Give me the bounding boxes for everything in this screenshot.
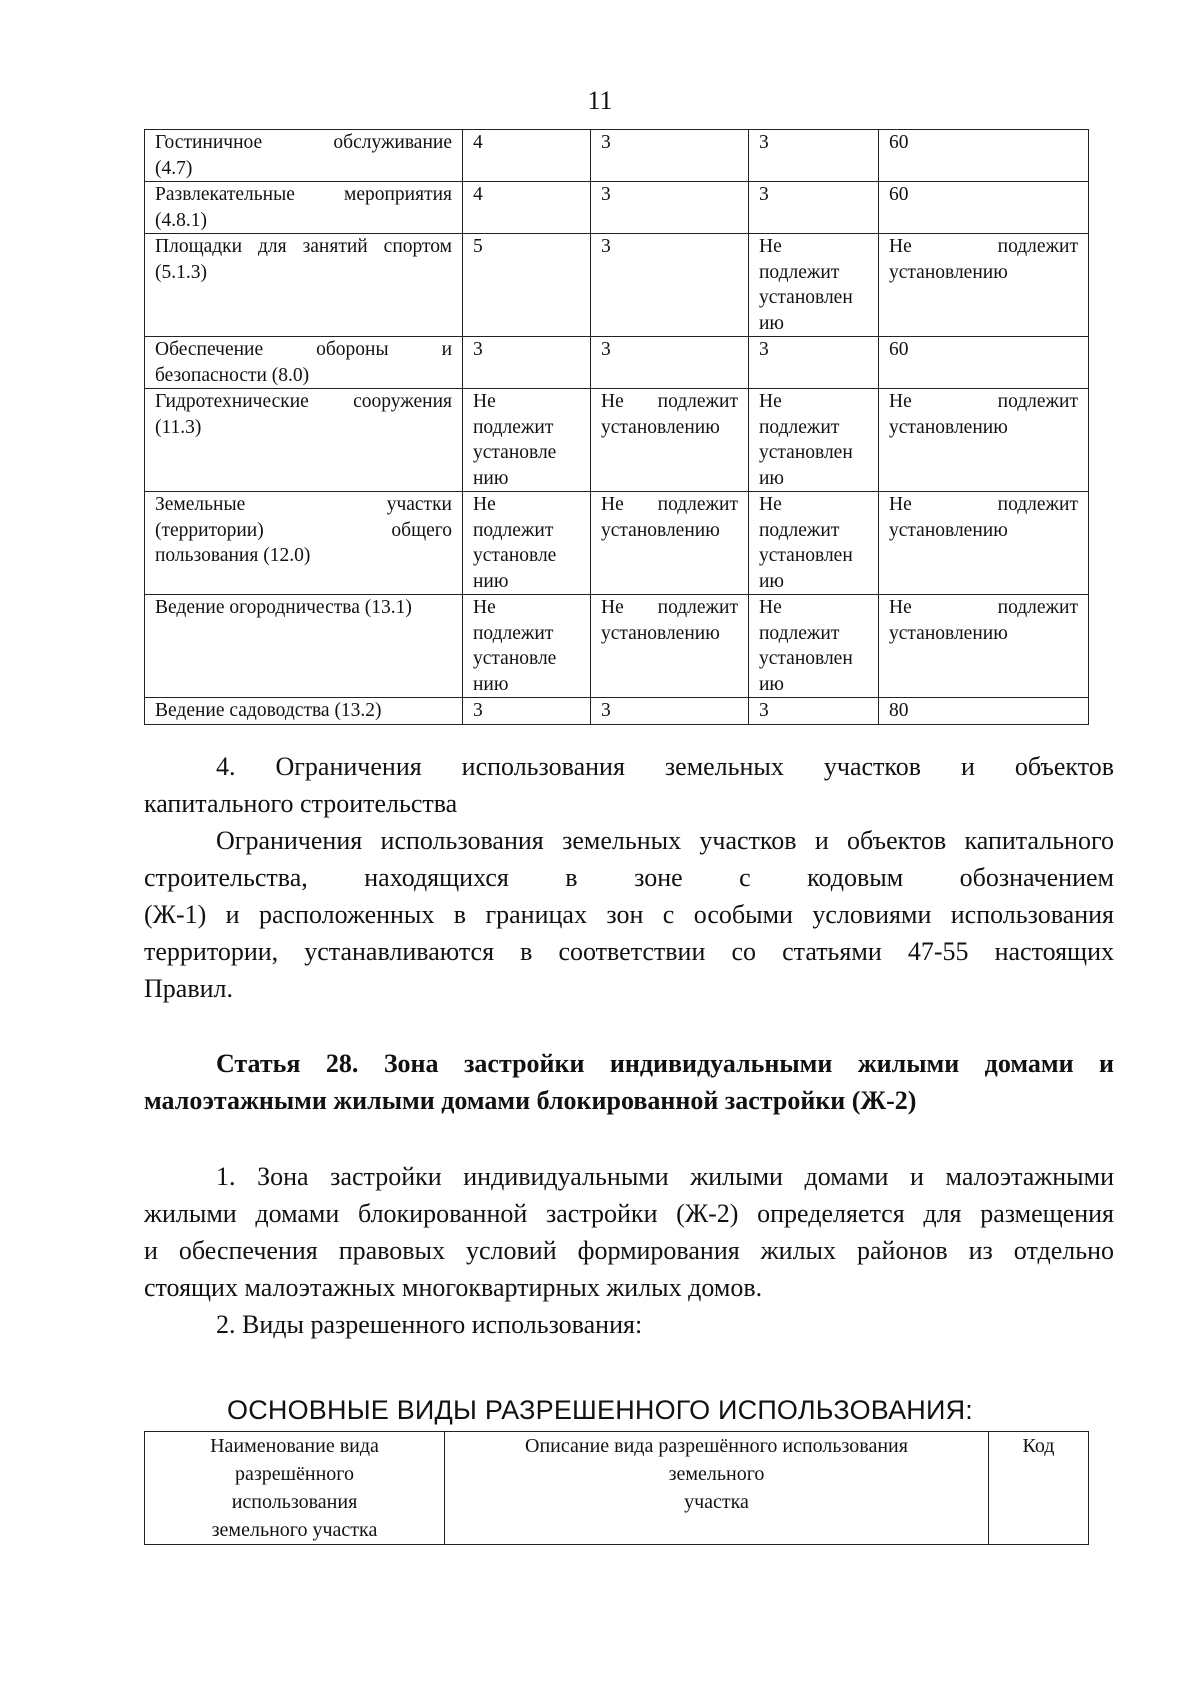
cell-line: установлению bbox=[889, 519, 1008, 541]
cell-line: установле bbox=[473, 648, 557, 669]
header-use-name bbox=[145, 1432, 445, 1545]
cell-line: (территории) общего bbox=[155, 519, 452, 541]
value-cell-2 bbox=[591, 130, 749, 182]
cell-line: подлежит bbox=[473, 519, 554, 541]
cell-line: установлению bbox=[601, 519, 720, 541]
cell-line: Не bbox=[759, 391, 782, 412]
cell-line: установлен bbox=[759, 648, 853, 669]
header-line: земельного bbox=[668, 1463, 765, 1485]
value-cell-3 bbox=[749, 337, 879, 389]
header-code bbox=[989, 1432, 1089, 1545]
table-row bbox=[145, 234, 1089, 337]
cell-line: Ведение огородничества (13.1) bbox=[155, 597, 412, 618]
cell-line: 60 bbox=[889, 132, 909, 153]
article-28-p2-line: 2. Виды разрешенного использования: bbox=[216, 1310, 643, 1339]
cell-line: 3 bbox=[601, 184, 611, 205]
cell-line: 3 bbox=[759, 132, 769, 153]
table-row bbox=[145, 337, 1089, 389]
table-row bbox=[145, 595, 1089, 698]
cell-line: 3 bbox=[601, 132, 611, 153]
cell-line: Не подлежит bbox=[601, 391, 738, 412]
cell-line: установлению bbox=[601, 622, 720, 644]
cell-line: установлен bbox=[759, 287, 853, 308]
cell-line: подлежит bbox=[473, 622, 554, 644]
cell-line: подлежит bbox=[759, 261, 840, 283]
cell-line: Не bbox=[759, 494, 782, 515]
value-cell-1 bbox=[463, 595, 591, 698]
cell-line: (4.7) bbox=[155, 157, 193, 179]
use-name-cell bbox=[145, 337, 463, 389]
value-cell-3 bbox=[749, 182, 879, 234]
value-cell-3 bbox=[749, 492, 879, 595]
article-28-p1-line: 1. Зона застройки индивидуальными жилыми домами и малоэтажными bbox=[216, 1162, 1114, 1191]
header-line: Описание вида разрешённого использования bbox=[525, 1435, 908, 1457]
value-cell-4 bbox=[879, 389, 1089, 492]
value-cell-2 bbox=[591, 492, 749, 595]
use-name-cell bbox=[145, 492, 463, 595]
cell-line: установлению bbox=[889, 261, 1008, 283]
value-cell-1 bbox=[463, 182, 591, 234]
zone-parameters-table bbox=[144, 129, 1089, 725]
cell-line: Земельные участки bbox=[155, 494, 452, 515]
cell-line: подлежит bbox=[759, 416, 840, 438]
cell-line: Не подлежит bbox=[889, 494, 1078, 515]
cell-line: 3 bbox=[473, 700, 483, 721]
value-cell-4 bbox=[879, 337, 1089, 389]
article-28-p1-line: и обеспечения правовых условий формирования жилых районов из отдельно bbox=[144, 1236, 1114, 1265]
cell-line: 60 bbox=[889, 339, 909, 360]
header-line: участка bbox=[684, 1491, 749, 1513]
value-cell-4 bbox=[879, 698, 1089, 725]
cell-line: 3 bbox=[601, 236, 611, 257]
value-cell-1 bbox=[463, 337, 591, 389]
cell-line: 80 bbox=[889, 700, 909, 721]
cell-line: подлежит bbox=[759, 519, 840, 541]
cell-line: Не bbox=[473, 597, 496, 618]
cell-line: установле bbox=[473, 442, 557, 463]
cell-line: Не подлежит bbox=[889, 597, 1078, 618]
cell-line: Не подлежит bbox=[601, 494, 738, 515]
section-4-body-line: Ограничения использования земельных участков и объектов капитального bbox=[216, 826, 1114, 855]
value-cell-2 bbox=[591, 595, 749, 698]
use-name-cell bbox=[145, 389, 463, 492]
use-name-cell bbox=[145, 698, 463, 725]
article-28-p1-line: стоящих малоэтажных многоквартирных жилых домов. bbox=[144, 1273, 763, 1302]
value-cell-4 bbox=[879, 234, 1089, 337]
cell-line: Не подлежит bbox=[601, 597, 738, 618]
cell-line: ию bbox=[759, 467, 785, 489]
use-name-cell bbox=[145, 182, 463, 234]
article-28-heading bbox=[144, 1045, 1114, 1119]
cell-line: ию bbox=[759, 570, 785, 592]
cell-line: 3 bbox=[759, 184, 769, 205]
cell-line: нию bbox=[473, 467, 509, 489]
table-header-row bbox=[145, 1432, 1089, 1545]
value-cell-3 bbox=[749, 130, 879, 182]
cell-line: установлен bbox=[759, 442, 853, 463]
cell-line: Площадки для занятий спортом bbox=[155, 236, 452, 257]
cell-line: подлежит bbox=[473, 416, 554, 438]
cell-line: ию bbox=[759, 312, 785, 334]
main-uses-table bbox=[144, 1431, 1089, 1545]
value-cell-3 bbox=[749, 698, 879, 725]
section-4-body-line: строительства, находящихся в зоне с кодовым обозначением bbox=[144, 863, 1114, 892]
cell-line: (5.1.3) bbox=[155, 261, 207, 283]
cell-line: Ведение садоводства (13.2) bbox=[155, 700, 382, 721]
section-4-body-line: территории, устанавливаются в соответствии со статьями 47-55 настоящих bbox=[144, 937, 1114, 966]
header-line: земельного участка bbox=[211, 1519, 378, 1541]
value-cell-2 bbox=[591, 182, 749, 234]
cell-line: установлению bbox=[601, 416, 720, 438]
table-row bbox=[145, 698, 1089, 725]
table-row bbox=[145, 130, 1089, 182]
table-row bbox=[145, 389, 1089, 492]
value-cell-2 bbox=[591, 337, 749, 389]
value-cell-2 bbox=[591, 698, 749, 725]
header-line: использования bbox=[231, 1491, 358, 1513]
section-4-title bbox=[144, 748, 1114, 822]
cell-line: 3 bbox=[759, 339, 769, 360]
cell-line: 4 bbox=[473, 132, 483, 153]
value-cell-2 bbox=[591, 389, 749, 492]
cell-line: установлению bbox=[889, 622, 1008, 644]
cell-line: 5 bbox=[473, 236, 483, 257]
section-4-body-line: Правил. bbox=[144, 974, 233, 1003]
value-cell-1 bbox=[463, 234, 591, 337]
value-cell-3 bbox=[749, 234, 879, 337]
cell-line: Обеспечение обороны и bbox=[155, 339, 452, 360]
use-name-cell bbox=[145, 595, 463, 698]
table-row bbox=[145, 182, 1089, 234]
cell-line: 3 bbox=[601, 339, 611, 360]
value-cell-1 bbox=[463, 492, 591, 595]
cell-line: Не bbox=[473, 494, 496, 515]
cell-line: установлен bbox=[759, 545, 853, 566]
value-cell-3 bbox=[749, 389, 879, 492]
value-cell-4 bbox=[879, 492, 1089, 595]
use-name-cell bbox=[145, 130, 463, 182]
cell-line: 3 bbox=[601, 700, 611, 721]
article-28-heading-line: Статья 28. Зона застройки индивидуальными жилыми домами и bbox=[216, 1049, 1114, 1078]
header-code-label: Код bbox=[1022, 1435, 1055, 1457]
cell-line: 3 bbox=[759, 700, 769, 721]
cell-line: (4.8.1) bbox=[155, 209, 207, 231]
cell-line: Не подлежит bbox=[889, 391, 1078, 412]
cell-line: Не bbox=[759, 597, 782, 618]
cell-line: Не bbox=[759, 236, 782, 257]
cell-line: нию bbox=[473, 673, 509, 695]
section-4-body-line: (Ж-1) и расположенных в границах зон с особыми условиями использования bbox=[144, 900, 1114, 929]
value-cell-1 bbox=[463, 389, 591, 492]
cell-line: подлежит bbox=[759, 622, 840, 644]
section-4-title-line: капитального строительства bbox=[144, 789, 458, 818]
cell-line: 3 bbox=[473, 339, 483, 360]
section-4-body bbox=[144, 822, 1114, 1007]
cell-line: 60 bbox=[889, 184, 909, 205]
cell-line: ию bbox=[759, 673, 785, 695]
article-28-heading-line: малоэтажными жилыми домами блокированной застройки (Ж-2) bbox=[144, 1086, 917, 1115]
value-cell-3 bbox=[749, 595, 879, 698]
cell-line: Не подлежит bbox=[889, 236, 1078, 257]
cell-line: Гидротехнические сооружения bbox=[155, 391, 452, 412]
value-cell-4 bbox=[879, 130, 1089, 182]
value-cell-1 bbox=[463, 130, 591, 182]
cell-line: Не bbox=[473, 391, 496, 412]
article-28-p1-line: жилыми домами блокированной застройки (Ж-2) определяется для размещения bbox=[144, 1199, 1114, 1228]
header-use-description bbox=[445, 1432, 989, 1545]
value-cell-4 bbox=[879, 595, 1089, 698]
cell-line: пользования (12.0) bbox=[155, 545, 311, 566]
cell-line: установле bbox=[473, 545, 557, 566]
value-cell-2 bbox=[591, 234, 749, 337]
page-number: 11 bbox=[587, 86, 613, 115]
cell-line: установлению bbox=[889, 416, 1008, 438]
header-line: Наименование вида bbox=[210, 1435, 379, 1457]
cell-line: 4 bbox=[473, 184, 483, 205]
value-cell-1 bbox=[463, 698, 591, 725]
cell-line: (11.3) bbox=[155, 416, 202, 438]
table-row bbox=[145, 492, 1089, 595]
cell-line: нию bbox=[473, 570, 509, 592]
section-4-title-line: 4. Ограничения использования земельных участков и объектов bbox=[216, 752, 1114, 781]
cell-line: безопасности (8.0) bbox=[155, 364, 310, 386]
header-line: разрешённого bbox=[234, 1463, 355, 1485]
main-uses-heading: ОСНОВНЫЕ ВИДЫ РАЗРЕШЕННОГО ИСПОЛЬЗОВАНИЯ: bbox=[227, 1395, 973, 1425]
cell-line: Развлекательные мероприятия bbox=[155, 184, 452, 205]
value-cell-4 bbox=[879, 182, 1089, 234]
cell-line: Гостиничное обслуживание bbox=[155, 132, 452, 153]
use-name-cell bbox=[145, 234, 463, 337]
article-28-paragraph-2 bbox=[144, 1306, 1114, 1343]
article-28-paragraph-1 bbox=[144, 1158, 1114, 1306]
